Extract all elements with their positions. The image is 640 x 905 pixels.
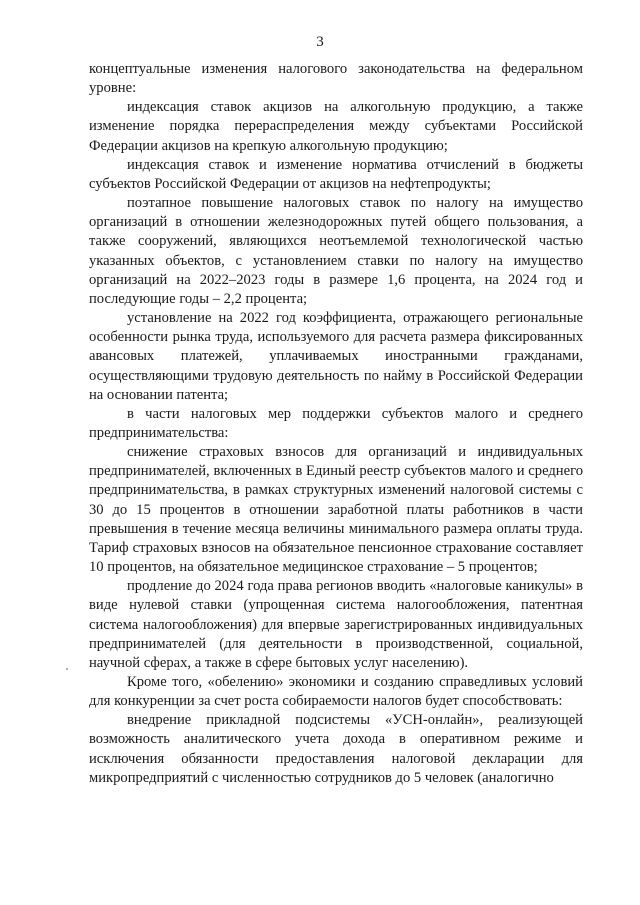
- paragraph-alcohol-excise: индексация ставок акцизов на алкогольную продукцию, а также изменение порядка перераспределения между субъектами Российской Федерации акцизов на крепкую алкогольную продукцию;: [89, 99, 583, 154]
- scan-speck: [66, 668, 68, 670]
- paragraph-insurance-contributions: снижение страховых взносов для организаций и индивидуальных предпринимателей, включенных в Единый реестр субъектов малого и среднего предпринимательства, в рамках структурных изменений налоговой системы с 30 до 15 процентов в отношении заработной платы работников в части превышения в течение месяца величины минимального размера оплаты труда. Тариф страховых взносов на обязательное пенсионное страхование составляет 10 процентов, на обязательное медицинское страхование – 5 процентов;: [89, 444, 583, 576]
- document-body: [89, 60, 583, 788]
- paragraph-oil-excise: индексация ставок и изменение норматива отчислений в бюджеты субъектов Российской Федерации от акцизов на нефтепродукты;: [89, 156, 583, 192]
- paragraph-patent-coefficient: установление на 2022 год коэффициента, отражающего региональные особенности рынка труда, используемого для расчета размера фиксированных авансовых платежей, уплачиваемых иностранными гражданами, осуществляющими трудовую деятельность по найму в Российской Федерации на основании патента;: [89, 310, 583, 403]
- paragraph-property-tax: поэтапное повышение налоговых ставок по налогу на имущество организаций в отношении железнодорожных путей общего пользования, а также сооружений, являющихся неотъемлемой технологической частью указанных объектов, с установлением ставки по налогу на имущество организаций на 2022–2023 годы в размере 1,6 процента, на 2024 год и последующие годы – 2,2 процента;: [89, 195, 583, 307]
- paragraph-intro: концептуальные изменения налогового законодательства на федеральном уровне:: [89, 61, 583, 97]
- page-number: 3: [316, 34, 324, 50]
- paragraph-whitening-economy: Кроме того, «обелению» экономики и созданию справедливых условий для конкуренции за счет роста собираемости налогов будет способствовать:: [89, 674, 583, 710]
- paragraph-usn-online: внедрение прикладной подсистемы «УСН-онлайн», реализующей возможность аналитического учета дохода в оперативном режиме и исключения обязанности предоставления налоговой декларации для микропредприятий с численностью сотрудников до 5 человек (аналогично: [89, 712, 583, 786]
- paragraph-tax-holidays: продление до 2024 года права регионов вводить «налоговые каникулы» в виде нулевой ставки (упрощенная система налогообложения, патентная система налогообложения) для впервые зарегистрированных индивидуальных предпринимателей (для деятельности в производственной, социальной, научной сферах, а также в сфере бытовых услуг населению).: [89, 578, 583, 671]
- paragraph-sme-support: в части налоговых мер поддержки субъектов малого и среднего предпринимательства:: [89, 405, 583, 441]
